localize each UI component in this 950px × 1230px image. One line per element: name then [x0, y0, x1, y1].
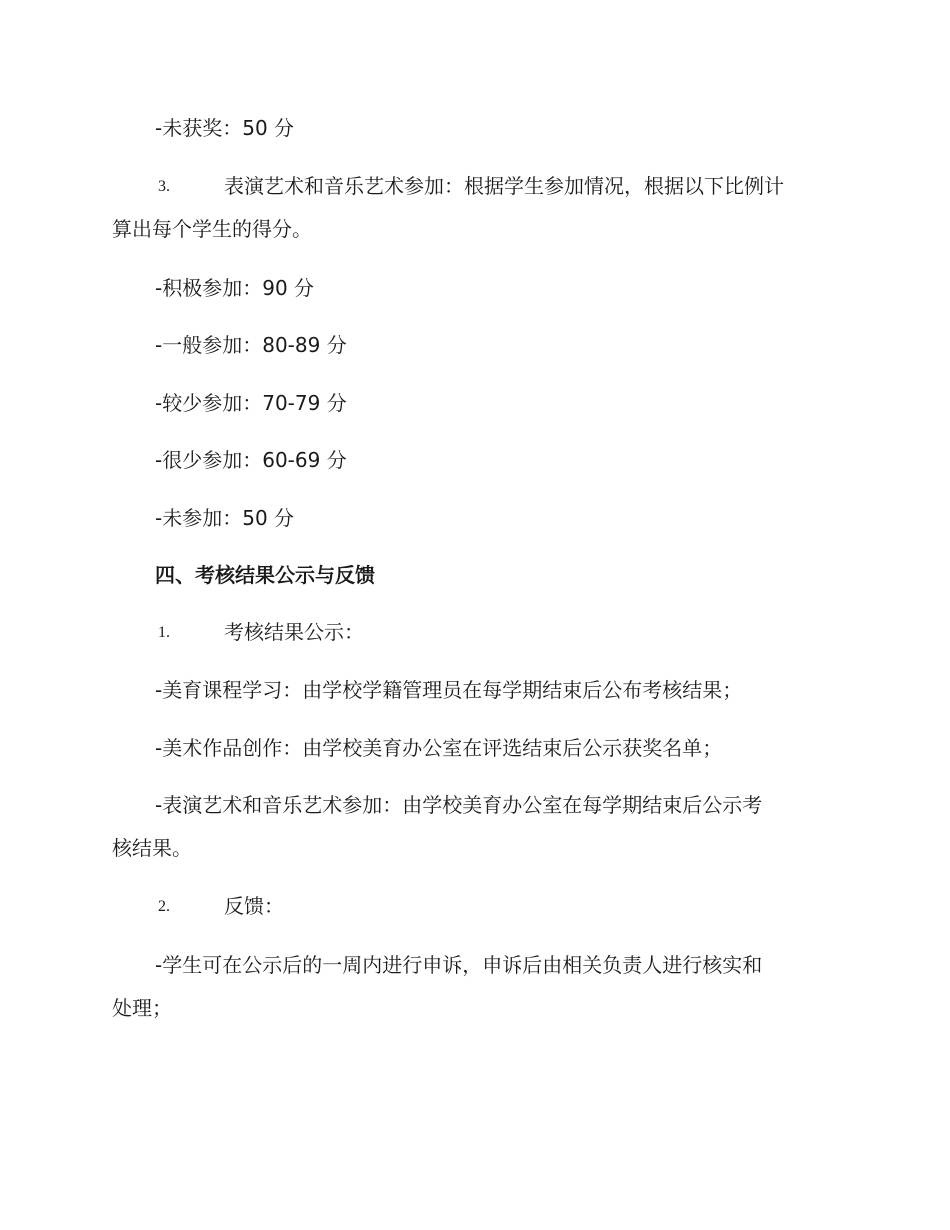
score-rare-participation: -很少参加：60-69 分	[155, 448, 347, 472]
item-2-number: 2.	[158, 898, 170, 915]
item-1-number: 1.	[158, 624, 170, 641]
item-3-number: 3.	[158, 178, 170, 195]
score-general-participation: -一般参加：80-89 分	[155, 333, 347, 357]
item-3-text: 表演艺术和音乐艺术参加：根据学生参加情况，根据以下比例计	[224, 174, 784, 198]
score-no-participation: -未参加：50 分	[155, 506, 295, 530]
section-4-heading: 四、考核结果公示与反馈	[155, 563, 375, 587]
item-3-text-continued: 算出每个学生的得分。	[112, 217, 312, 241]
publicity-performance-art-continued: 核结果。	[112, 836, 192, 860]
publicity-art-creation: -美术作品创作：由学校美育办公室在评选结束后公示获奖名单；	[155, 736, 723, 760]
score-not-awarded: -未获奖：50 分	[155, 116, 295, 140]
score-less-participation: -较少参加：70-79 分	[155, 391, 347, 415]
item-1-text: 考核结果公示：	[224, 620, 364, 644]
item-2-text: 反馈：	[224, 894, 284, 918]
score-active-participation: -积极参加：90 分	[155, 276, 315, 300]
publicity-course-study: -美育课程学习：由学校学籍管理员在每学期结束后公布考核结果；	[155, 678, 743, 702]
feedback-appeal: -学生可在公示后的一周内进行申诉，申诉后由相关负责人进行核实和	[155, 953, 763, 977]
feedback-appeal-continued: 处理；	[112, 996, 172, 1020]
publicity-performance-art: -表演艺术和音乐艺术参加：由学校美育办公室在每学期结束后公示考	[155, 793, 763, 817]
